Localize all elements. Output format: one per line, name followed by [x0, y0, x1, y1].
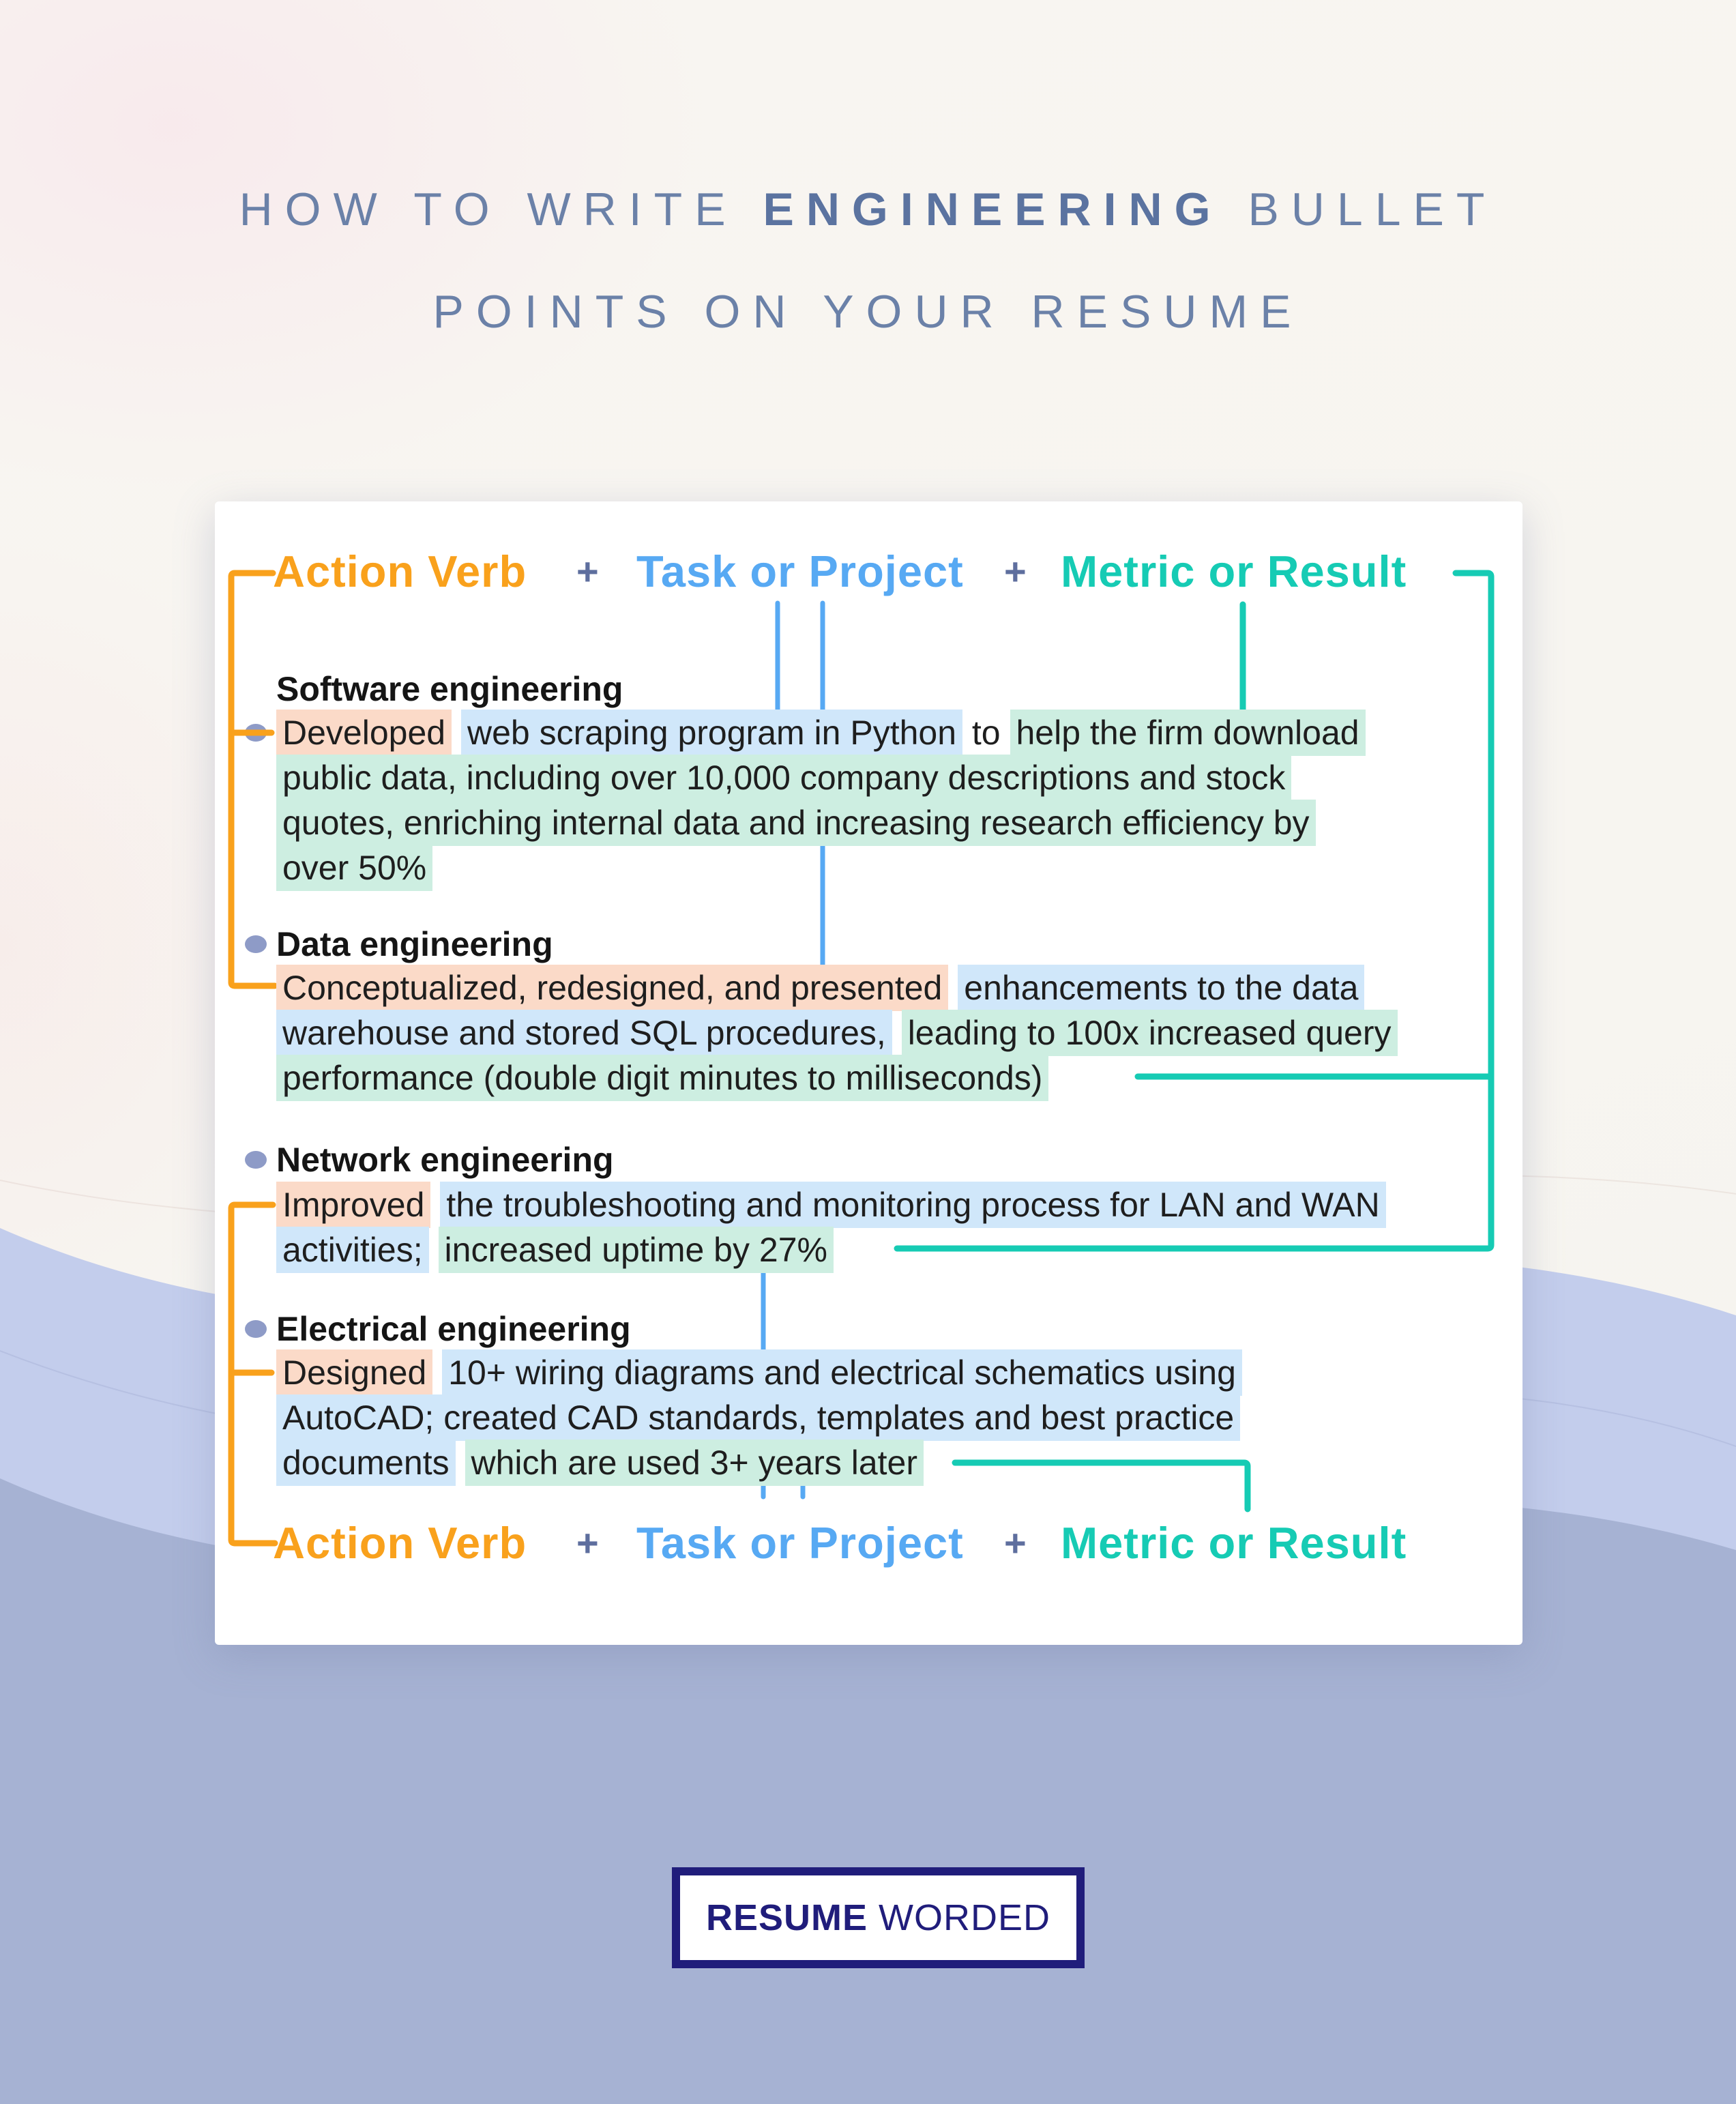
plus-sign: +: [576, 1521, 600, 1564]
title-text: HOW TO WRITE: [239, 184, 763, 235]
text-run: [456, 1444, 465, 1482]
text-run: [892, 1014, 902, 1052]
section-heading-network: Network engineering: [276, 1141, 614, 1179]
bullet-line: [276, 1010, 1398, 1055]
highlight-blue: documents: [276, 1440, 456, 1486]
bullet-data: [276, 965, 1398, 1100]
highlight-blue: enhancements to the data: [958, 965, 1364, 1011]
highlight-blue: warehouse and stored SQL procedures,: [276, 1010, 892, 1056]
section-heading-software: Software engineering: [276, 670, 623, 708]
text-run: [948, 969, 958, 1007]
bullet-network: [276, 1182, 1386, 1272]
bullet-line: [276, 755, 1366, 800]
logo-text-regular: WORDED: [879, 1897, 1050, 1938]
bullet-line: [276, 1440, 1242, 1485]
highlight-peach: Developed: [276, 710, 452, 756]
section-heading-data: Data engineering: [276, 925, 553, 963]
highlight-mint: which are used 3+ years later: [465, 1440, 924, 1486]
highlight-mint: public data, including over 10,000 company descriptions and stock: [276, 755, 1291, 801]
highlight-blue: activities;: [276, 1227, 429, 1273]
bullet-line: [276, 1350, 1242, 1395]
text-run: [429, 1231, 439, 1269]
highlight-blue: AutoCAD; created CAD standards, templates and best practice: [276, 1394, 1240, 1441]
text-run: [430, 1186, 440, 1224]
bullet-line: [276, 1395, 1242, 1440]
highlight-peach: Conceptualized, redesigned, and presented: [276, 965, 948, 1011]
highlight-blue: 10+ wiring diagrams and electrical schematics using: [442, 1349, 1242, 1396]
bullet-software: [276, 710, 1366, 890]
highlight-peach: Designed: [276, 1349, 432, 1396]
plus-sign: +: [576, 550, 600, 593]
bullet-line: [276, 1182, 1386, 1227]
formula-metric-or-result: Metric or Result: [1061, 546, 1407, 596]
title-text: BULLET: [1222, 184, 1497, 235]
bullet-line: [276, 800, 1366, 845]
bullet-line: [276, 710, 1366, 755]
bullet-line: [276, 965, 1398, 1010]
bullet-electrical: [276, 1350, 1242, 1485]
resume-worded-logo: [672, 1867, 1085, 1968]
highlight-mint: help the firm download: [1010, 710, 1366, 756]
bullet-line: [276, 1227, 1386, 1272]
highlight-blue: the troubleshooting and monitoring process for LAN and WAN: [440, 1182, 1385, 1228]
formula-task-or-project: Task or Project: [636, 1518, 964, 1568]
text-run: [432, 1354, 442, 1392]
highlight-mint: increased uptime by 27%: [439, 1227, 834, 1273]
text-run: to: [962, 714, 1010, 752]
highlight-mint: over 50%: [276, 845, 432, 891]
section-heading-electrical: Electrical engineering: [276, 1310, 631, 1348]
highlight-mint: leading to 100x increased query: [902, 1010, 1398, 1056]
highlight-blue: web scraping program in Python: [461, 710, 962, 756]
title-line-1: [0, 158, 1736, 261]
page-title: [0, 158, 1736, 363]
text-run: [452, 714, 461, 752]
title-line-2: POINTS ON YOUR RESUME: [432, 286, 1304, 338]
formula-metric-or-result: Metric or Result: [1061, 1518, 1407, 1568]
highlight-mint: performance (double digit minutes to milliseconds): [276, 1055, 1048, 1101]
formula-action-verb: Action Verb: [273, 546, 527, 596]
logo-text-bold: RESUME: [705, 1897, 868, 1938]
formula-action-verb: Action Verb: [273, 1518, 527, 1568]
plus-sign: +: [1004, 1521, 1027, 1564]
highlight-mint: quotes, enriching internal data and increasing research efficiency by: [276, 800, 1316, 846]
highlight-peach: Improved: [276, 1182, 430, 1228]
bullet-line: [276, 845, 1366, 890]
formula-task-or-project: Task or Project: [636, 546, 964, 596]
title-emphasis: ENGINEERING: [763, 184, 1223, 235]
bullet-line: [276, 1055, 1398, 1100]
plus-sign: +: [1004, 550, 1027, 593]
